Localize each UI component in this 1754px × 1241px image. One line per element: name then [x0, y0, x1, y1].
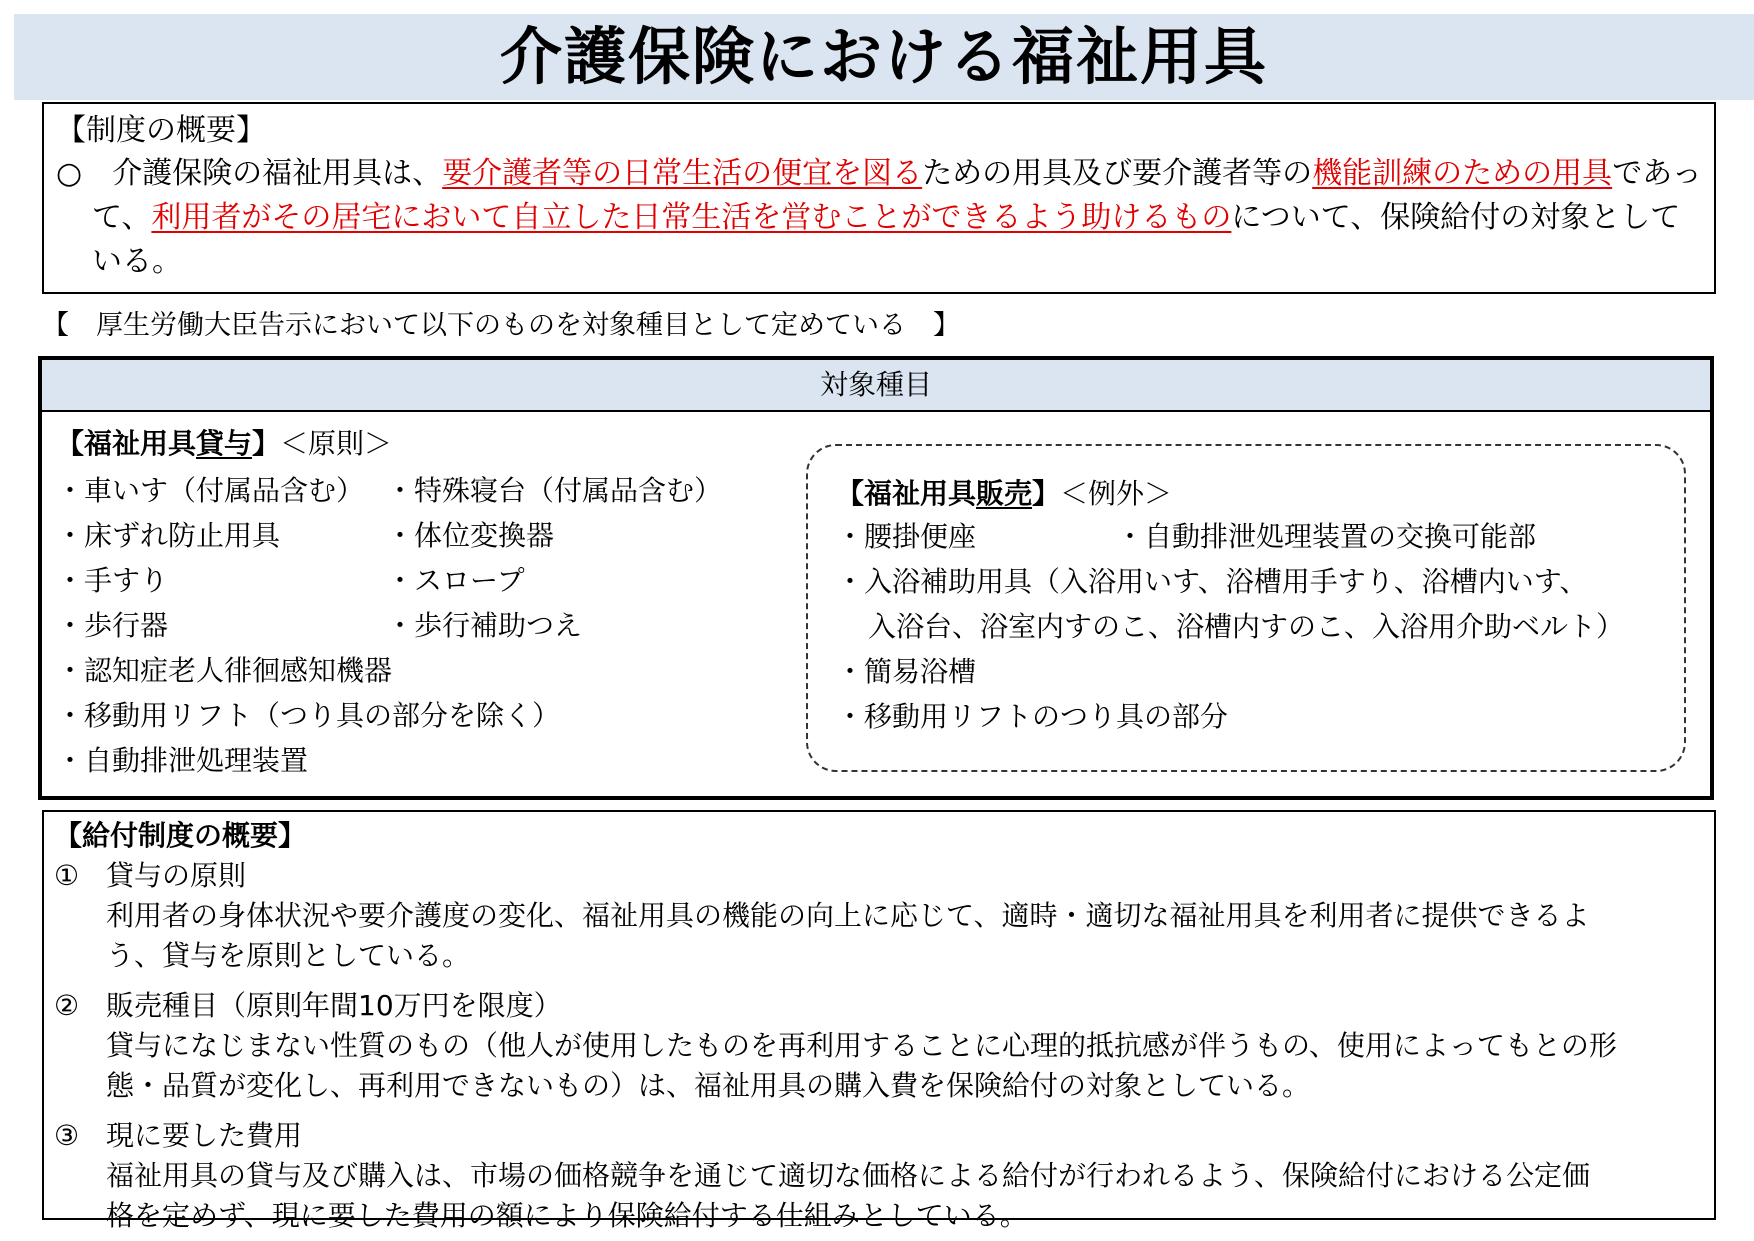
- sales-item-continued: 入浴台、浴室内すのこ、浴槽内すのこ、入浴用介助ベルト）: [868, 610, 1625, 643]
- benefit-point-title: [54, 986, 1702, 1026]
- rental-title-underlined: 貸与: [196, 427, 253, 460]
- rental-item: ・特殊寝台（付属品含む）: [386, 474, 723, 507]
- target-items-box: [38, 356, 1714, 800]
- sales-item: ・移動用リフトのつり具の部分: [836, 700, 1229, 733]
- point-line: 格を定めず、現に要した費用の額により保険給付する仕組みとしている。: [106, 1199, 1028, 1232]
- sales-title-underlined: 販売: [976, 477, 1033, 510]
- point-line: 利用者の身体状況や要介護度の変化、福祉用具の機能の向上に応じて、適時・適切な福祉用具を利用者に提供できるよ: [106, 899, 1590, 932]
- rental-section: [56, 424, 722, 783]
- target-items-header: 対象種目: [42, 360, 1710, 412]
- sales-title-post: 】: [1032, 477, 1061, 510]
- benefit-heading: 【給付制度の概要】: [54, 819, 307, 852]
- rental-row: [56, 603, 722, 648]
- sales-item: ・入浴補助用具（入浴用いす、浴槽用手すり、浴槽内いす、: [836, 565, 1588, 598]
- sales-item: ・腰掛便座: [836, 520, 977, 553]
- rental-row: [56, 558, 722, 603]
- rental-item: ・歩行補助つえ: [386, 609, 583, 642]
- point-line: 態・品質が変化し、再利用できないもの）は、福祉用具の購入費を保険給付の対象としている。: [106, 1069, 1311, 1102]
- point-line: 貸与になじまない性質のもの（他人が使用したものを再利用することに心理的抵抗感が伴うもの、使用によってもとの形: [106, 1029, 1617, 1062]
- point-number: ②: [54, 989, 80, 1022]
- overview-seg7: について、保険給付の対象としている。: [92, 200, 1681, 279]
- overview-box: [42, 102, 1716, 294]
- benefit-overview-box: [42, 810, 1716, 1232]
- benefit-point-title: [54, 856, 1702, 896]
- page-title: 介護保険における福祉用具: [499, 20, 1268, 93]
- rental-row: [56, 468, 722, 513]
- point-title: 販売種目（原則年間10万円を限度）: [106, 989, 562, 1022]
- rental-item: ・自動排泄処理装置: [56, 744, 309, 777]
- rental-item: ・移動用リフト（つり具の部分を除く）: [56, 699, 561, 732]
- title-bar: [14, 14, 1754, 100]
- overview-highlight-1: 要介護者等の日常生活の便宜を図る: [442, 156, 923, 191]
- overview-seg1: 介護保険の福祉用具は、: [112, 156, 443, 191]
- point-line: う、貸与を原則としている。: [106, 939, 471, 972]
- point-number: ③: [54, 1119, 80, 1152]
- rental-item: ・スロープ: [386, 564, 525, 597]
- benefit-point-body: [54, 896, 1702, 976]
- overview-seg3: ための用具及び要介護者等の: [922, 156, 1313, 191]
- overview-paragraph: [56, 152, 1702, 284]
- sales-section: [806, 444, 1686, 772]
- rental-item: ・認知症老人徘徊感知機器: [56, 654, 393, 687]
- rental-title: [56, 424, 722, 464]
- point-title: 現に要した費用: [106, 1119, 303, 1152]
- rental-rule: ＜原則＞: [280, 427, 393, 460]
- benefit-point-body: [54, 1026, 1702, 1106]
- notice-text: 【 厚生労働大臣告示において以下のものを対象種目として定めている 】: [42, 310, 960, 341]
- overview-heading: 【制度の概要】: [56, 113, 266, 148]
- rental-title-post: 】: [252, 427, 281, 460]
- rental-item: ・体位変換器: [386, 519, 555, 552]
- overview-highlight-3: 利用者がその居宅において自立した日常生活を営むことができるよう助けるもの: [151, 200, 1232, 235]
- benefit-point-body: [54, 1156, 1702, 1236]
- benefit-point-title: [54, 1116, 1702, 1156]
- rental-item: ・歩行器: [56, 609, 169, 642]
- rental-item: ・手すり: [56, 564, 169, 597]
- sales-title-pre: 【福祉用具: [836, 477, 977, 510]
- point-title: 貸与の原則: [106, 859, 247, 892]
- sales-row: [836, 514, 1684, 559]
- rental-title-pre: 【福祉用具: [56, 427, 197, 460]
- rental-item: ・床ずれ防止用具: [56, 519, 281, 552]
- sales-item: ・自動排泄処理装置の交換可能部: [1116, 520, 1537, 553]
- overview-highlight-2: 機能訓練のための用具: [1312, 156, 1613, 191]
- overview-bullet: ○: [56, 156, 83, 191]
- sales-item: ・簡易浴槽: [836, 655, 977, 688]
- sales-title: [836, 474, 1684, 514]
- rental-grid: [56, 468, 722, 783]
- point-line: 福祉用具の貸与及び購入は、市場の価格競争を通じて適切な価格による給付が行われるよう、保険給付における公定価: [106, 1159, 1591, 1192]
- sales-rule: ＜例外＞: [1060, 477, 1173, 510]
- overview-seg5: であって、: [92, 156, 1702, 235]
- rental-item: ・車いす（付属品含む）: [56, 474, 365, 507]
- point-number: ①: [54, 859, 80, 892]
- rental-row: [56, 513, 722, 558]
